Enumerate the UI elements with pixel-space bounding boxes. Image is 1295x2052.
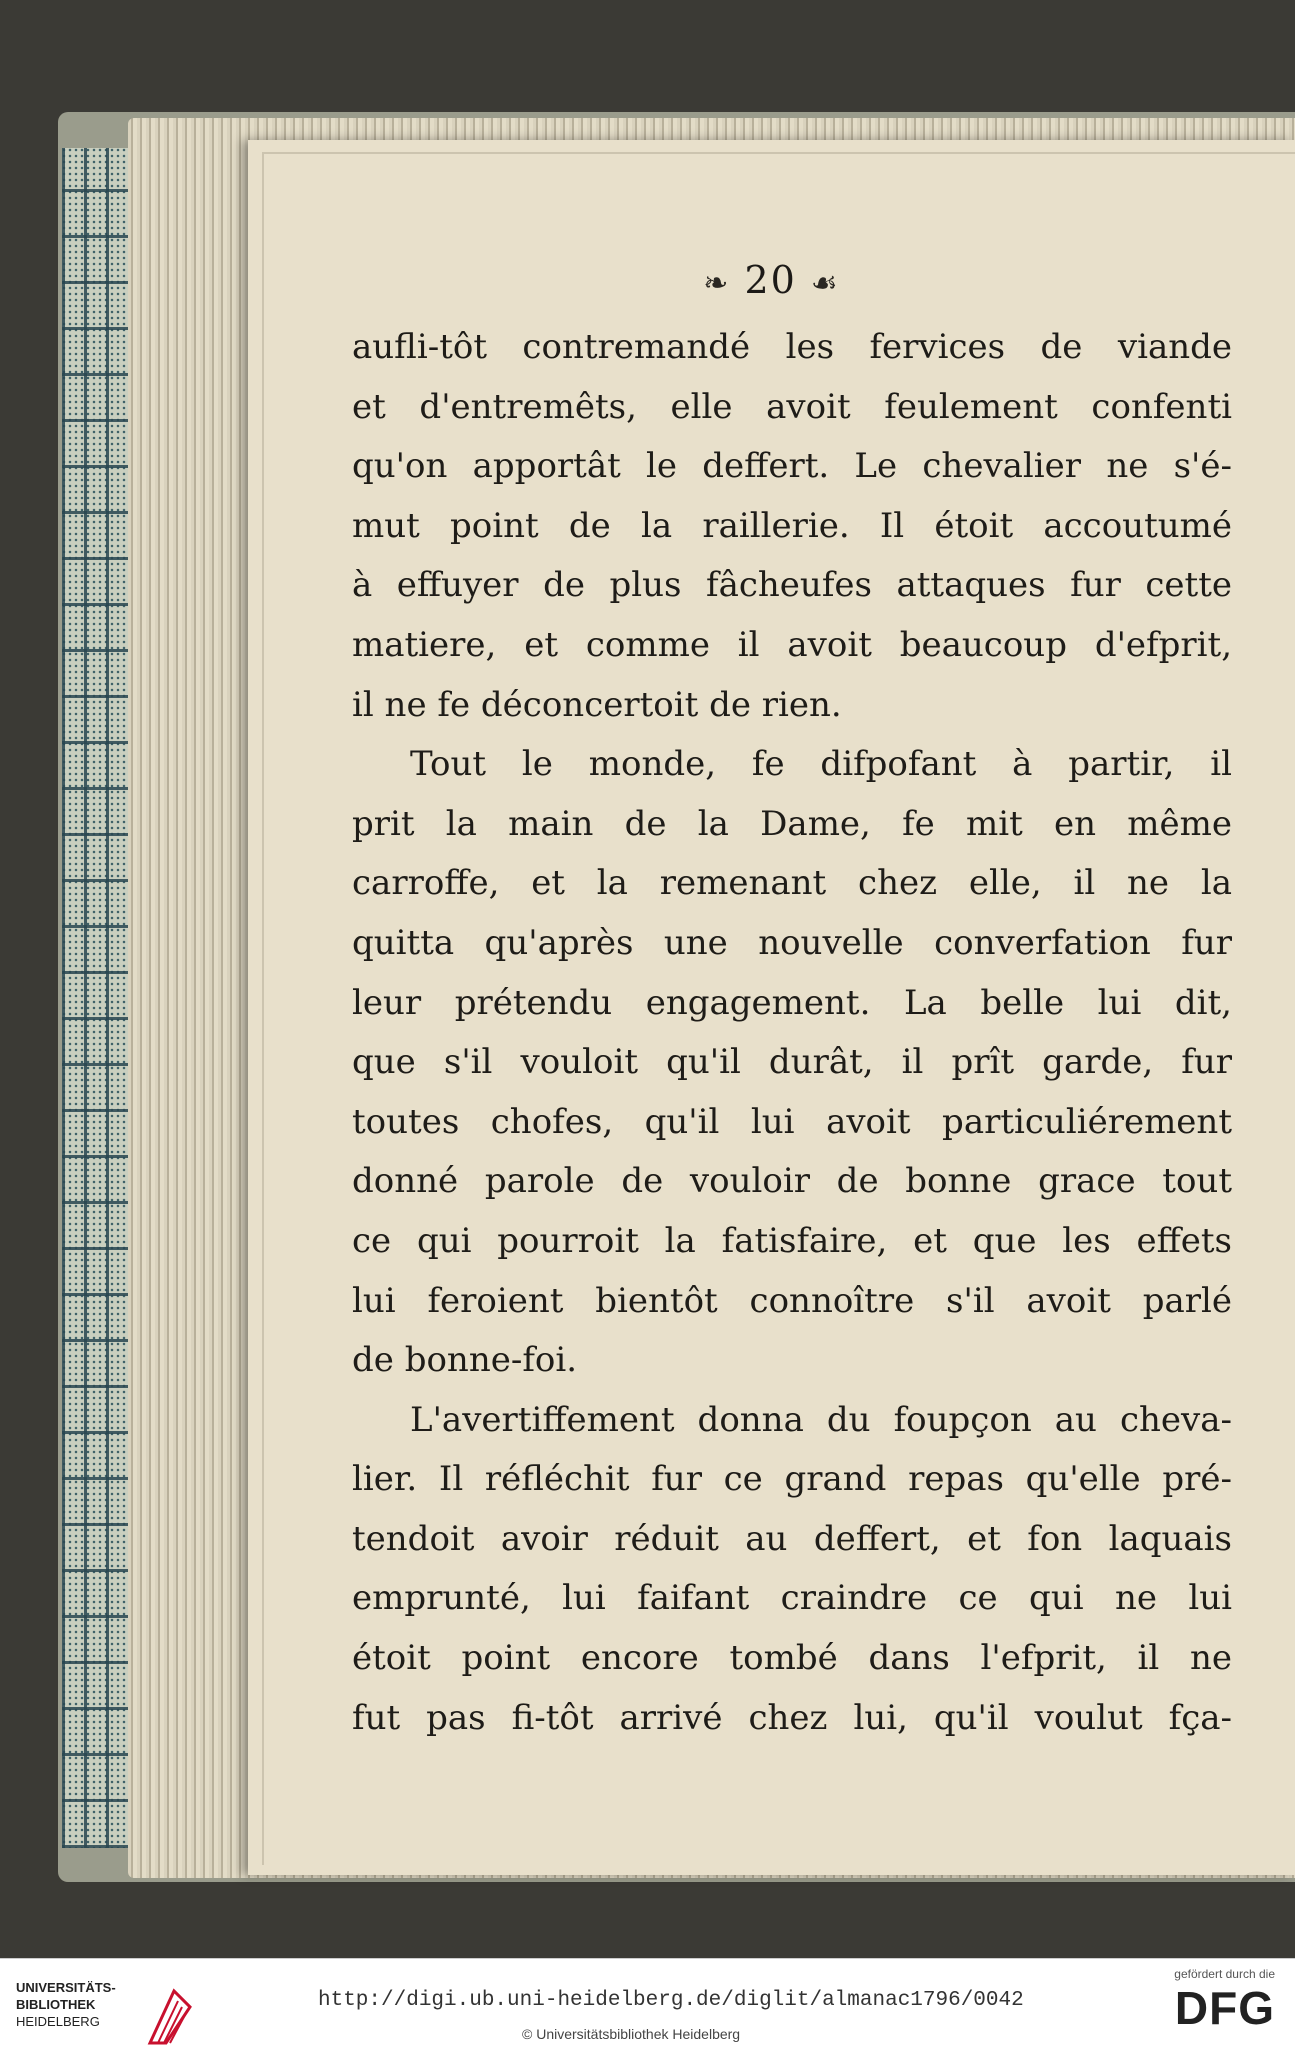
library-name-line: BIBLIOTHEK (16, 1997, 96, 2012)
text-line: il ne fe déconcertoit de rien. (352, 684, 842, 725)
text-line: qu'on apportât le deffert. Le chevalier ne s'é- (352, 446, 1232, 487)
book-page (248, 140, 1295, 1875)
text-line: ce qui pourroit la fatisfaire, et que les effets (352, 1220, 1232, 1261)
library-name-line: UNIVERSITÄTS- (16, 1980, 116, 1995)
text-line: carroffe, et la remenant chez elle, il ne la (352, 863, 1232, 904)
library-emblem-icon (144, 1985, 196, 2049)
viewer-footer (0, 1958, 1295, 2052)
funder-logo[interactable] (1135, 1967, 1275, 2047)
text-line: et d'entremêts, elle avoit feulement confenti (352, 386, 1232, 427)
text-line: étoit point encore tombé dans l'efprit, il ne (352, 1638, 1232, 1679)
library-logo[interactable] (16, 1979, 186, 2039)
text-line: tendoit avoir réduit au deffert, et fon laquais (352, 1518, 1232, 1559)
text-line: Tout le monde, fe difpofant à partir, il (410, 744, 1232, 785)
text-line: lui feroient bientôt connoître s'il avoit parlé (352, 1280, 1232, 1321)
permalink-url[interactable]: http://digi.ub.uni-heidelberg.de/diglit/almanac1796/0042 (318, 1989, 1024, 2012)
text-line: fut pas fi-tôt arrivé chez lui, qu'il voulut fça- (352, 1697, 1232, 1738)
text-line: aufli-tôt contremandé les fervices de viande (352, 327, 1232, 367)
text-line: toutes chofes, qu'il lui avoit particuliérement (352, 1101, 1232, 1142)
funder-note: gefördert durch die (1174, 1967, 1275, 1981)
text-line: prit la main de la Dame, fe mit en même (352, 803, 1232, 844)
funder-name: DFG (1174, 1982, 1275, 2034)
text-line: que s'il vouloit qu'il durât, il prît garde, fur (352, 1042, 1232, 1083)
text-line: mut point de la raillerie. Il étoit accoutumé (352, 505, 1232, 546)
page-text (352, 318, 1232, 1748)
book-fore-edge-pattern (62, 148, 132, 1848)
text-line: leur prétendu engagement. La belle lui dit, (352, 982, 1232, 1023)
library-name-line: HEIDELBERG (16, 2014, 100, 2029)
right-ornament-icon: ☙ (810, 266, 840, 301)
text-line: matiere, et comme il avoit beaucoup d'efprit, (352, 624, 1232, 665)
text-line: lier. Il réfléchit fur ce grand repas qu'elle pré- (352, 1459, 1232, 1500)
text-line: quitta qu'après une nouvelle converfation fur (352, 922, 1232, 963)
text-line: L'avertiffement donna du foupçon au cheva- (410, 1399, 1232, 1440)
text-line: à effuyer de plus fâcheufes attaques fur cette (352, 565, 1232, 606)
copyright-notice: © Universitätsbibliothek Heidelberg (522, 2026, 741, 2042)
left-ornament-icon: ❧ (703, 266, 731, 301)
text-line: de bonne-foi. (352, 1340, 578, 1381)
text-line: donné parole de vouloir de bonne grace tout (352, 1161, 1232, 1202)
page-header (248, 258, 1295, 302)
page-number: 20 (744, 258, 797, 302)
text-line: emprunté, lui faifant craindre ce qui ne lui (352, 1578, 1232, 1619)
